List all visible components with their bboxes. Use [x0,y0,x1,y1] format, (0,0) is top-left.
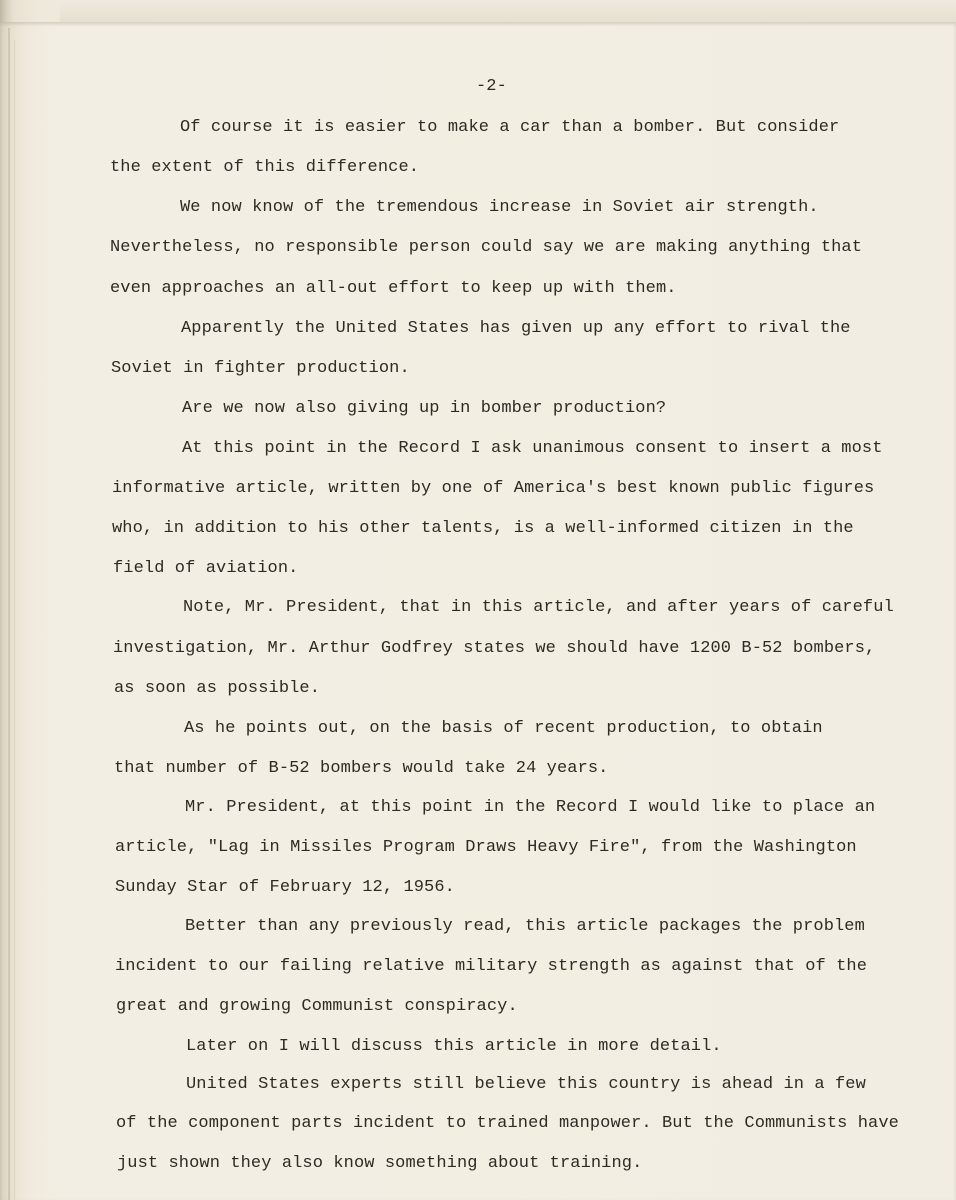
page-fold-shadow [8,28,10,1200]
text-line-20: Sunday Star of February 12, 1956. [115,878,455,897]
text-line-14: investigation, Mr. Arthur Godfrey states we should have 1200 B-52 bombers, [113,639,876,658]
text-line-11: who, in addition to his other talents, is a well-informed citizen in the [112,519,854,538]
text-line-16: As he points out, on the basis of recent production, to obtain [184,719,823,738]
text-line-3: We now know of the tremendous increase in Soviet air strength. [180,198,819,217]
text-line-1: Of course it is easier to make a car than a bomber. But consider [180,118,840,137]
text-line-6: Apparently the United States has given up any effort to rival the [181,319,851,338]
text-line-8: Are we now also giving up in bomber production? [182,399,667,418]
text-line-26: of the component parts incident to trained manpower. But the Communists have [116,1114,899,1133]
text-line-12: field of aviation. [113,559,299,578]
text-line-9: At this point in the Record I ask unanimous consent to insert a most [182,439,883,458]
text-line-17: that number of B-52 bombers would take 24 years. [114,759,609,778]
page-number: -2- [476,77,507,96]
text-line-22: incident to our failing relative military strength as against that of the [115,957,868,976]
text-line-25: United States experts still believe this country is ahead in a few [186,1075,866,1094]
text-line-10: informative article, written by one of America's best known public figures [112,479,875,498]
text-line-7: Soviet in fighter production. [111,359,410,378]
text-line-18: Mr. President, at this point in the Record I would like to place an [185,798,876,817]
text-line-24: Later on I will discuss this article in more detail. [186,1037,722,1056]
text-line-15: as soon as possible. [114,679,321,698]
text-line-5: even approaches an all-out effort to keep up with them. [110,279,677,298]
text-line-19: article, "Lag in Missiles Program Draws Heavy Fire", from the Washington [115,838,857,857]
page-fold-line [14,40,15,1200]
text-line-2: the extent of this difference. [110,158,420,177]
text-line-23: great and growing Communist conspiracy. [116,997,518,1016]
text-line-27: just shown they also know something about training. [117,1154,643,1173]
text-line-21: Better than any previously read, this article packages the problem [185,917,865,936]
text-line-4: Nevertheless, no responsible person could say we are making anything that [110,238,863,257]
text-line-13: Note, Mr. President, that in this article, and after years of careful [183,598,894,617]
